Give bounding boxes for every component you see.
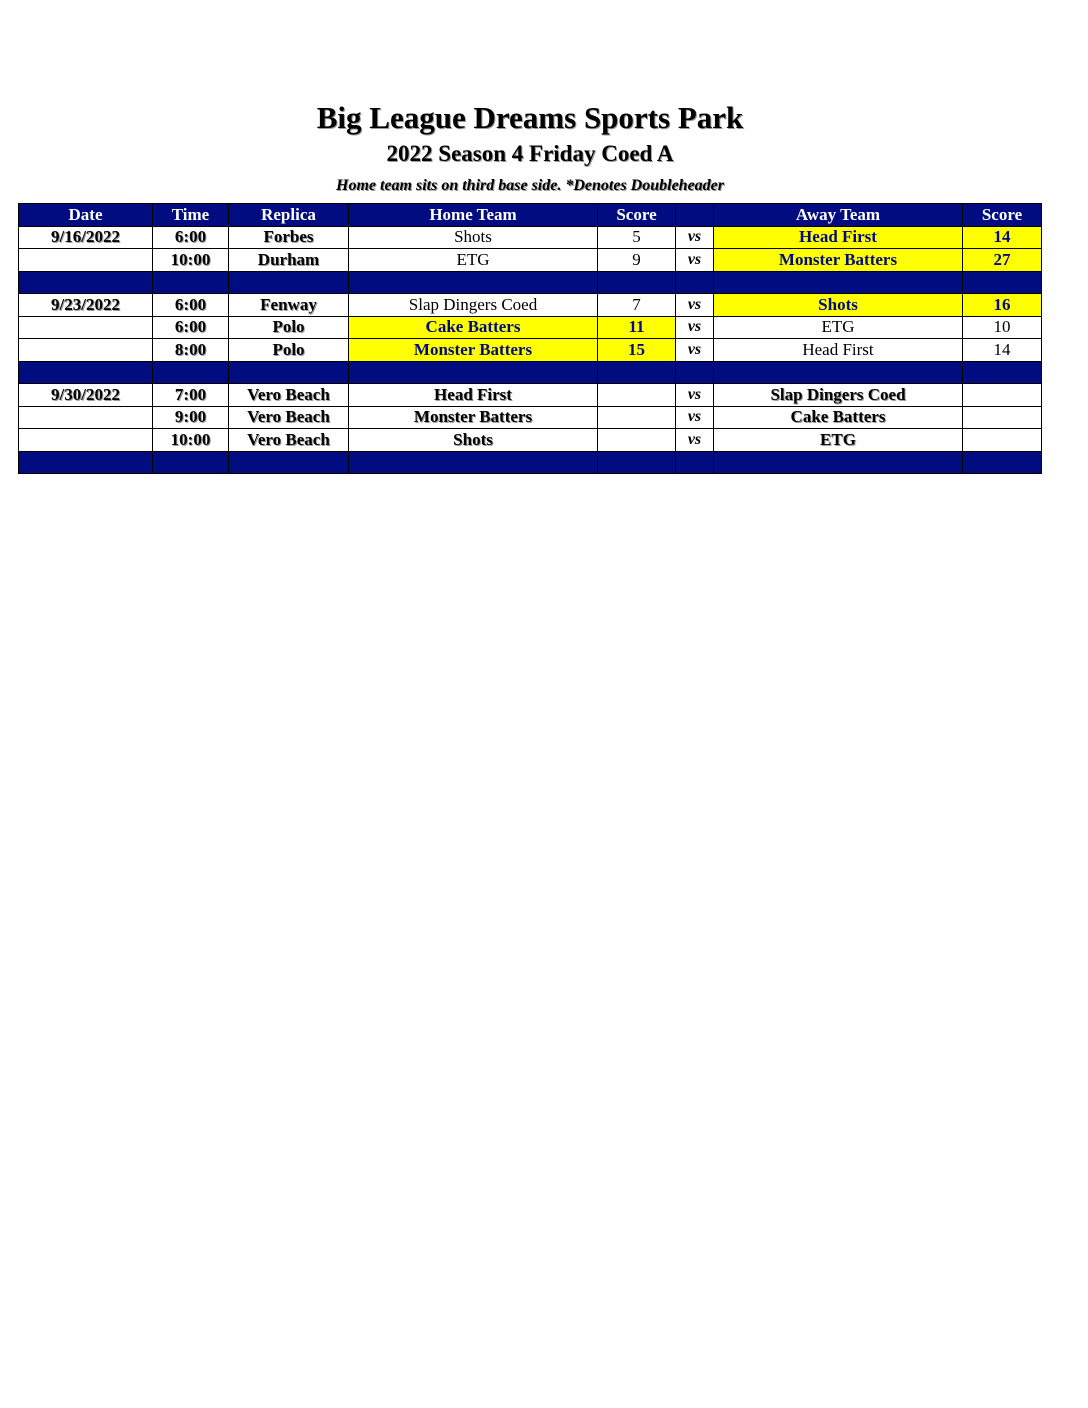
vs-label: vs <box>676 226 714 249</box>
game-row <box>19 384 1042 407</box>
home-team: Shots <box>349 429 598 452</box>
separator-cell <box>19 361 153 384</box>
away-score: 10 <box>963 316 1042 339</box>
game-time: 7:00 <box>153 384 229 407</box>
home-team: Cake Batters <box>349 316 598 339</box>
separator-cell <box>229 361 349 384</box>
separator-cell <box>714 451 963 474</box>
separator-cell <box>19 451 153 474</box>
separator-cell <box>153 271 229 294</box>
separator-row <box>19 271 1042 294</box>
game-time: 6:00 <box>153 226 229 249</box>
separator-cell <box>676 271 714 294</box>
game-row <box>19 316 1042 339</box>
away-score <box>963 406 1042 429</box>
game-replica: Fenway <box>229 294 349 317</box>
column-header-time: Time <box>153 204 229 227</box>
away-team: Head First <box>714 226 963 249</box>
away-team: Shots <box>714 294 963 317</box>
home-score: 5 <box>598 226 676 249</box>
vs-label: vs <box>676 294 714 317</box>
separator-cell <box>153 361 229 384</box>
separator-cell <box>598 271 676 294</box>
column-header-away-score: Score <box>963 204 1042 227</box>
separator-cell <box>598 451 676 474</box>
game-time: 6:00 <box>153 294 229 317</box>
game-row <box>19 249 1042 272</box>
separator-cell <box>19 271 153 294</box>
page-title: Big League Dreams Sports Park <box>316 100 744 135</box>
game-row <box>19 406 1042 429</box>
home-team: Shots <box>349 226 598 249</box>
separator-cell <box>598 361 676 384</box>
home-team: Slap Dingers Coed <box>349 294 598 317</box>
game-time: 9:00 <box>153 406 229 429</box>
game-date: 9/16/2022 <box>19 226 153 249</box>
away-team: Cake Batters <box>714 406 963 429</box>
game-time: 10:00 <box>153 249 229 272</box>
home-team: Head First <box>349 384 598 407</box>
column-header-home-team: Home Team <box>349 204 598 227</box>
game-date <box>19 429 153 452</box>
separator-cell <box>676 451 714 474</box>
game-date <box>19 339 153 362</box>
separator-cell <box>714 361 963 384</box>
game-replica: Vero Beach <box>229 406 349 429</box>
game-time: 10:00 <box>153 429 229 452</box>
away-team: ETG <box>714 316 963 339</box>
away-score: 16 <box>963 294 1042 317</box>
home-score <box>598 429 676 452</box>
away-team: ETG <box>714 429 963 452</box>
game-replica: Durham <box>229 249 349 272</box>
game-row <box>19 294 1042 317</box>
vs-label: vs <box>676 384 714 407</box>
away-score <box>963 384 1042 407</box>
game-replica: Polo <box>229 339 349 362</box>
game-time: 6:00 <box>153 316 229 339</box>
away-score <box>963 429 1042 452</box>
vs-label: vs <box>676 406 714 429</box>
game-date <box>19 249 153 272</box>
game-replica: Polo <box>229 316 349 339</box>
game-replica: Forbes <box>229 226 349 249</box>
column-header-date: Date <box>19 204 153 227</box>
away-score: 27 <box>963 249 1042 272</box>
vs-label: vs <box>676 249 714 272</box>
separator-cell <box>229 451 349 474</box>
home-score: 15 <box>598 339 676 362</box>
column-header-replica: Replica <box>229 204 349 227</box>
table-header-row <box>19 204 1042 227</box>
game-date <box>19 316 153 339</box>
separator-row <box>19 451 1042 474</box>
vs-label: vs <box>676 429 714 452</box>
home-score: 9 <box>598 249 676 272</box>
home-team: ETG <box>349 249 598 272</box>
separator-cell <box>349 271 598 294</box>
game-row <box>19 226 1042 249</box>
home-score <box>598 406 676 429</box>
schedule-table <box>18 203 1042 474</box>
game-date: 9/30/2022 <box>19 384 153 407</box>
away-team: Monster Batters <box>714 249 963 272</box>
page-subtitle: 2022 Season 4 Friday Coed A <box>386 141 674 166</box>
separator-cell <box>229 271 349 294</box>
home-score <box>598 384 676 407</box>
home-team: Monster Batters <box>349 406 598 429</box>
column-header-home-score: Score <box>598 204 676 227</box>
game-row <box>19 429 1042 452</box>
column-header-away-team: Away Team <box>714 204 963 227</box>
separator-cell <box>349 361 598 384</box>
home-score: 11 <box>598 316 676 339</box>
home-score: 7 <box>598 294 676 317</box>
game-date <box>19 406 153 429</box>
separator-cell <box>714 271 963 294</box>
separator-cell <box>963 271 1042 294</box>
vs-label: vs <box>676 339 714 362</box>
separator-row <box>19 361 1042 384</box>
away-team: Slap Dingers Coed <box>714 384 963 407</box>
separator-cell <box>349 451 598 474</box>
separator-cell <box>676 361 714 384</box>
game-replica: Vero Beach <box>229 429 349 452</box>
schedule-note: Home team sits on third base side. *Denotes Doubleheader <box>336 177 724 194</box>
separator-cell <box>963 451 1042 474</box>
game-replica: Vero Beach <box>229 384 349 407</box>
game-date: 9/23/2022 <box>19 294 153 317</box>
away-team: Head First <box>714 339 963 362</box>
game-row <box>19 339 1042 362</box>
column-header-vs <box>676 204 714 227</box>
away-score: 14 <box>963 339 1042 362</box>
game-time: 8:00 <box>153 339 229 362</box>
vs-label: vs <box>676 316 714 339</box>
away-score: 14 <box>963 226 1042 249</box>
separator-cell <box>153 451 229 474</box>
schedule-body <box>19 226 1042 474</box>
separator-cell <box>963 361 1042 384</box>
home-team: Monster Batters <box>349 339 598 362</box>
